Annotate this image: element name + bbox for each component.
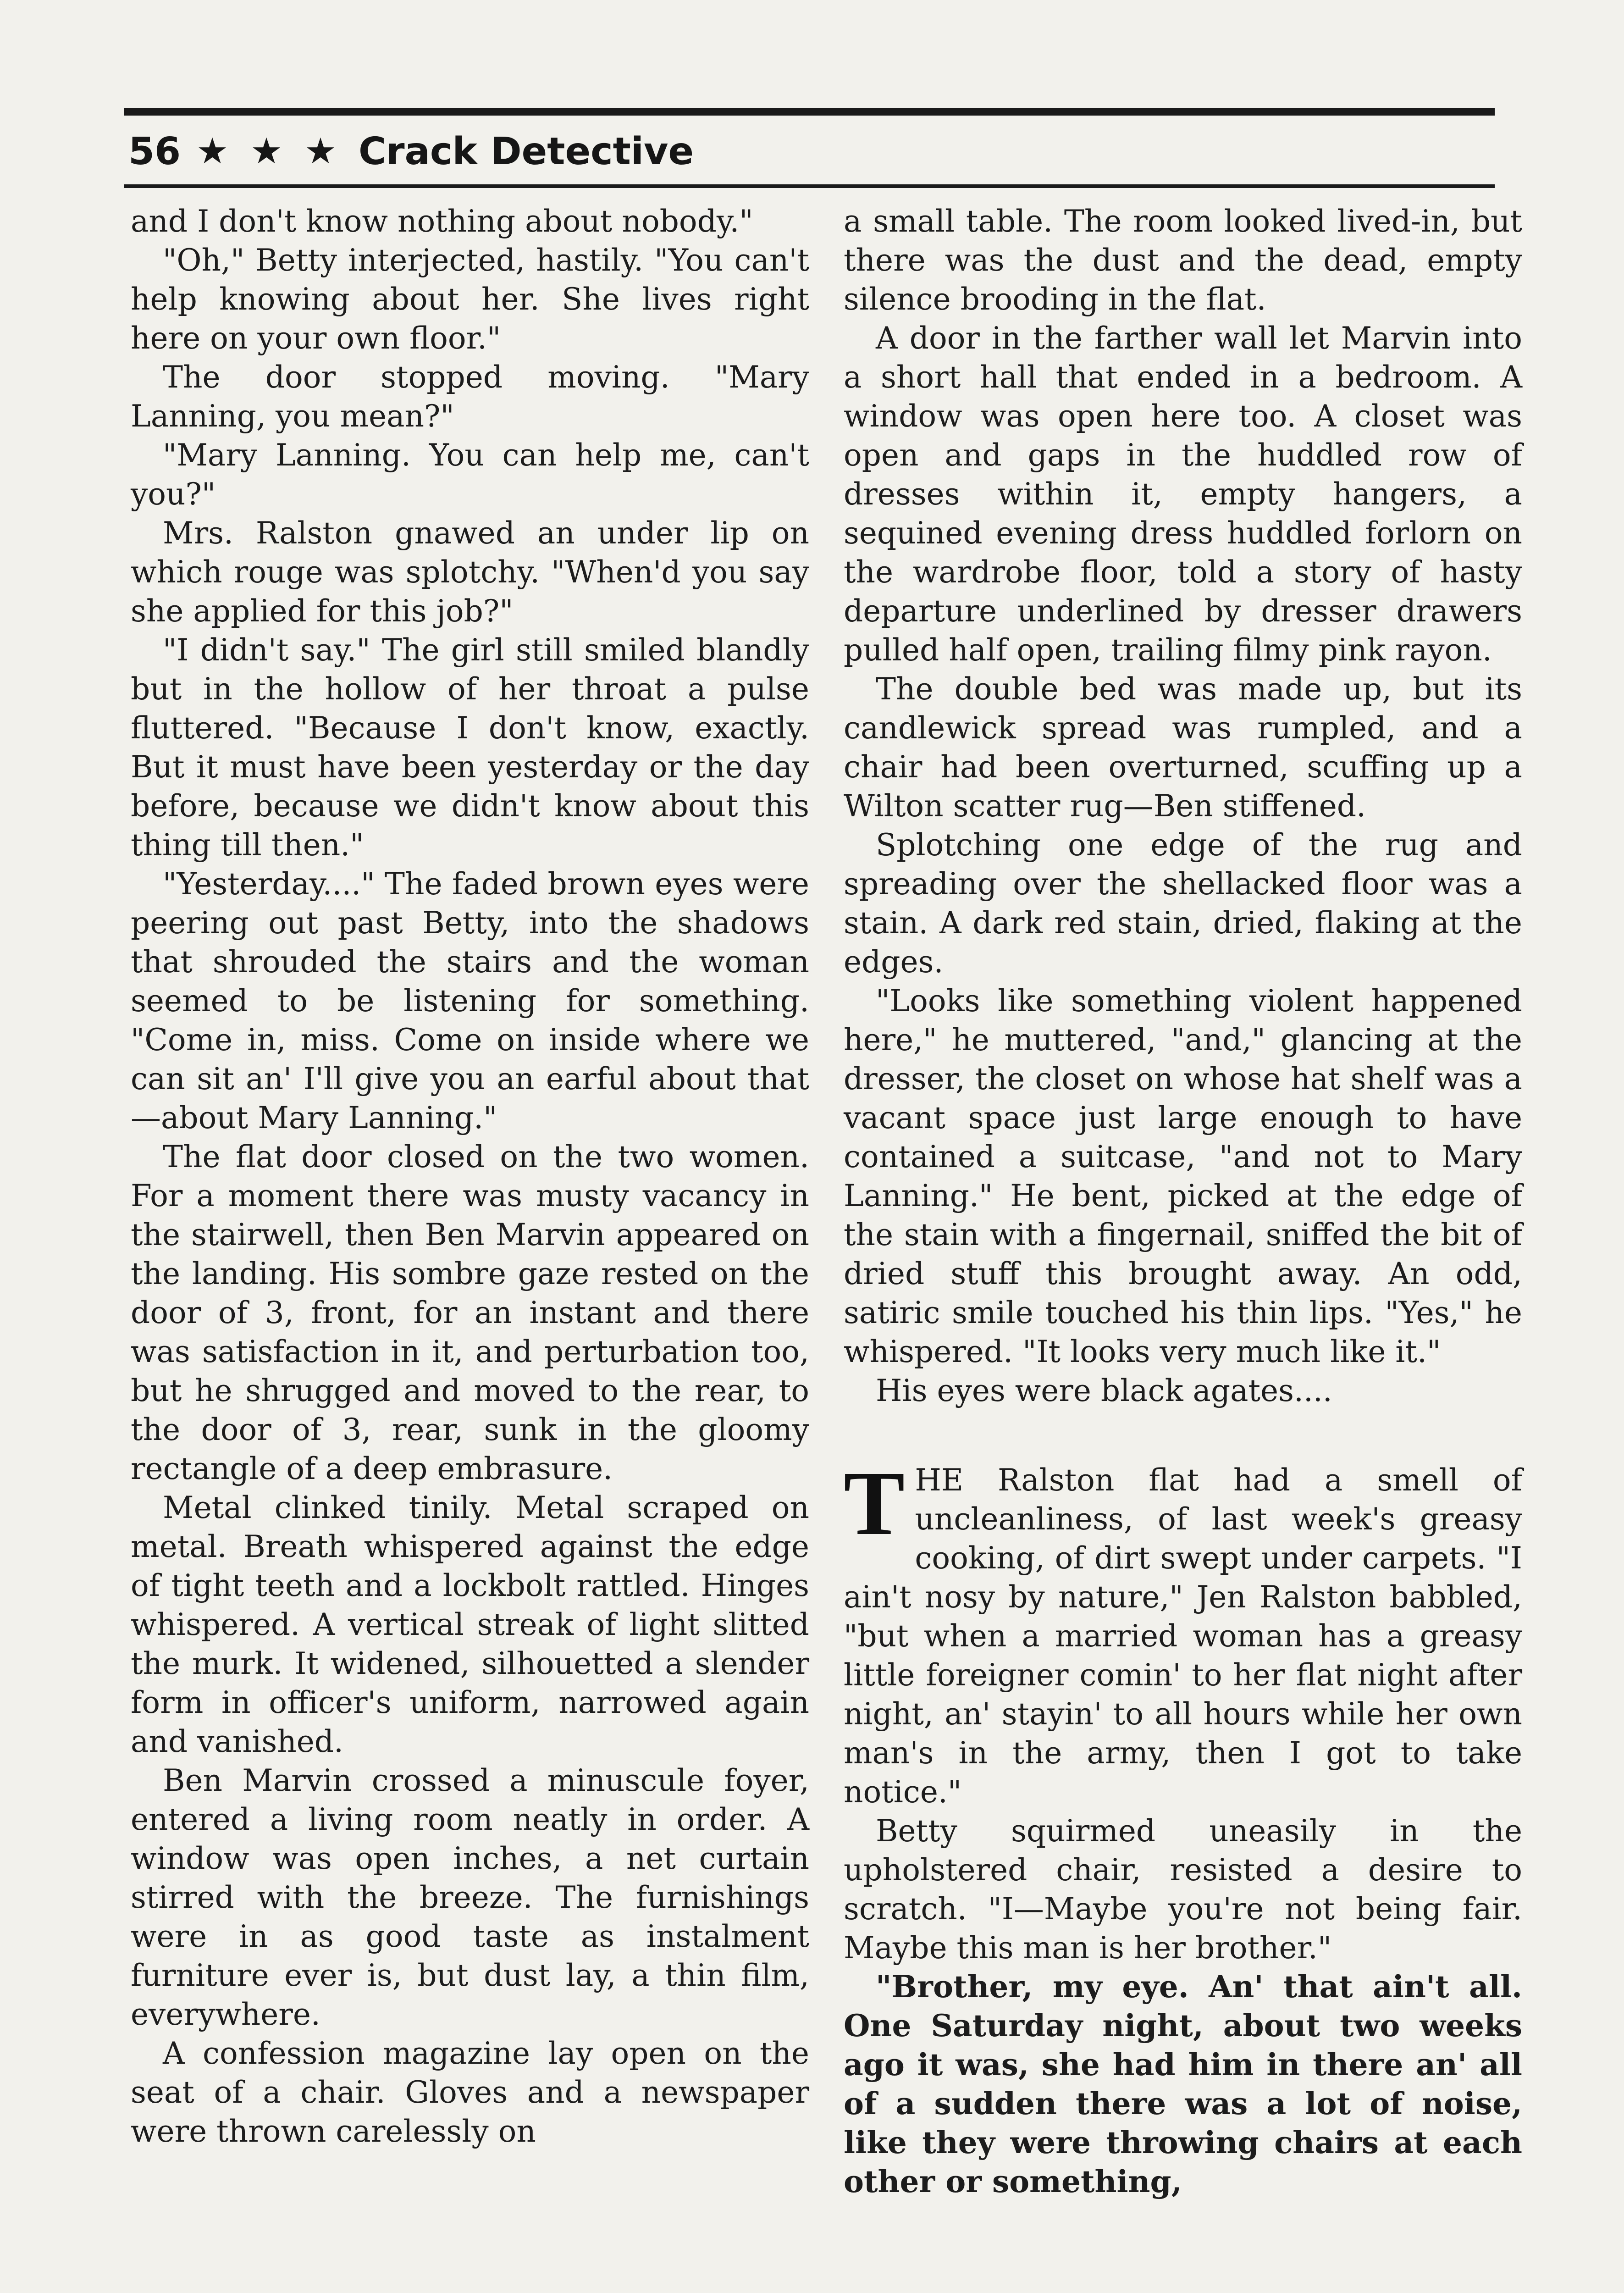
magazine-title: Crack Detective	[358, 129, 694, 173]
paragraph: a small table. The room looked lived-in, but there was the dust and the dead, empty silence brooding in the flat.	[844, 204, 1522, 317]
page-header	[128, 126, 694, 177]
paragraph: Betty squirmed uneasily in the upholstered chair, resisted a desire to scratch. "I—Maybe you're not being fair. Maybe this man is her brother."	[844, 1813, 1522, 1966]
star-icon: ★	[196, 131, 235, 172]
star-icon: ★	[304, 131, 343, 172]
paragraph: The flat door closed on the two women. For a moment there was musty vacancy in the stairwell, then Ben Marvin appeared on the landing. His sombre gaze rested on the door of 3, front, for an instant and there was satisfaction in it, and perturbation too, but he shrugged and moved to the rear, to the door of 3, rear, sunk in the gloomy rectangle of a deep embrasure.	[131, 1139, 809, 1486]
section-opening-text: HE Ralston flat had a smell of uncleanliness, of last week's greasy cooking, of dirt swept under carpets. "I ain't nosy by nature," Jen Ralston babbled, "but when a married woman has a greasy little foreigner comin' to her flat night after night, an' stayin' to all hours while her own man's in the army, then I got to take notice."	[844, 1462, 1522, 1810]
left-column	[131, 202, 809, 2151]
page-number: 56	[128, 129, 181, 173]
paragraph: "I didn't say." The girl still smiled blandly but in the hollow of her throat a pulse fluttered. "Because I don't know, exactly. But it must have been yesterday or the day before, because we didn't know about this thing till then."	[131, 632, 809, 863]
paragraph: Metal clinked tinily. Metal scraped on metal. Breath whispered against the edge of tight teeth and a lockbolt rattled. Hinges whispered. A vertical streak of light slitted the murk. It widened, silhouetted a slender form in officer's uniform, narrowed again and vanished.	[131, 1490, 809, 1759]
paragraph: "Looks like something violent happened here," he muttered, "and," glancing at the dresser, the closet on whose hat shelf was a vacant space just large enough to have contained a suitcase, "and not to Mary Lanning." He bent, picked at the edge of the stain with a fingernail, sniffed the bit of dried stuff this brought away. An odd, satiric smile touched his thin lips. "Yes," he whispered. "It looks very much like it."	[844, 983, 1522, 1369]
paragraph: "Mary Lanning. You can help me, can't you?"	[131, 438, 809, 512]
right-column	[844, 202, 1522, 2201]
paragraph: Ben Marvin crossed a minuscule foyer, entered a living room neatly in order. A window was open inches, a net curtain stirred with the breeze. The furnishings were in as good taste as instalment furniture ever is, but dust lay, a thin film, everywhere.	[131, 1763, 809, 2032]
paragraph: Mrs. Ralston gnawed an under lip on which rouge was splotchy. "When'd you say she applied for this job?"	[131, 515, 809, 629]
paragraph: A door in the farther wall let Marvin into a short hall that ended in a bedroom. A window was open here too. A closet was open and gaps in the huddled row of dresses within it, empty hangers, a sequined evening dress huddled forlorn on the wardrobe floor, told a story of hasty departure underlined by dresser drawers pulled half open, trailing filmy pink rayon.	[844, 321, 1522, 668]
section-opening-paragraph	[844, 1453, 1522, 1811]
paragraph: and I don't know nothing about nobody."	[131, 204, 753, 239]
paragraph: Splotching one edge of the rug and spreading over the shellacked floor was a stain. A dark red stain, dried, flaking at the edges.	[844, 827, 1522, 980]
drop-cap: T	[844, 1453, 905, 1554]
paragraph: His eyes were black agates....	[876, 1373, 1332, 1408]
paragraph: The double bed was made up, but its candlewick spread was rumpled, and a chair had been overturned, scuffing up a Wilton scatter rug—Ben stiffened.	[844, 671, 1522, 824]
paragraph: "Brother, my eye. An' that ain't all. One Saturday night, about two weeks ago it was, she had him in there an' all of a sudden there was a lot of noise, like they were throwing chairs at each other or something,	[844, 1969, 1522, 2199]
header-top-rule	[124, 108, 1495, 116]
header-bottom-rule	[124, 184, 1495, 188]
paragraph: The door stopped moving. "Mary Lanning, you mean?"	[131, 360, 809, 434]
paragraph: "Yesterday...." The faded brown eyes were peering out past Betty, into the shadows that shrouded the stairs and the woman seemed to be listening for something. "Come in, miss. Come on inside where we can sit an' I'll give you an earful about that—about Mary Lanning."	[131, 866, 809, 1135]
paragraph: A confession magazine lay open on the seat of a chair. Gloves and a newspaper were thrown carelessly on	[131, 2036, 809, 2149]
paragraph: "Oh," Betty interjected, hastily. "You can't help knowing about her. She lives right here on your own floor."	[131, 243, 809, 356]
star-icon: ★	[250, 131, 289, 172]
